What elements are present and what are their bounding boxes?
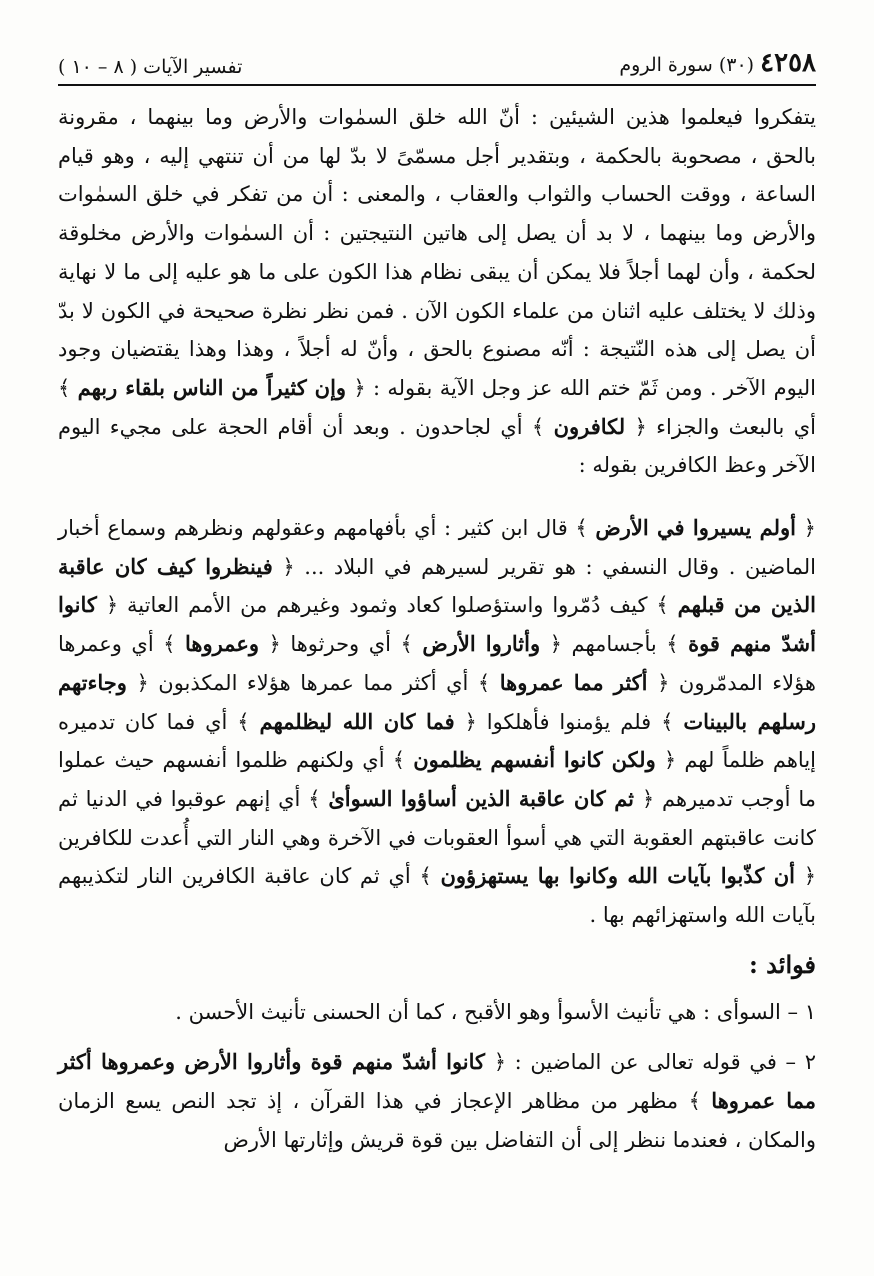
text-span: ١ – السوأى : هي تأنيث الأسوأ وهو الأقبح ، كما أن الحسنى تأنيث الأحسن . [175, 999, 816, 1024]
page-number: ٤٢٥٨ [760, 48, 816, 78]
text-span: ﴾ أي ثم كان عاقبة الكافرين النار لتكذيبهم بآيات الله واستهزائهم بها . [58, 864, 816, 928]
text-span: ﴾ قال ابن كثير : أي بأفهامهم وعقولهم ونظرهم وسماع أخبار الماضين . وقال النسفي : هو تقرير لسيرهم في البلاد ... ﴿ [58, 516, 816, 579]
text-span: ﴾ كيف دُمّروا واستؤصلوا كعاد وثمود وغيرهم من الأمم العاتية ﴿ [105, 593, 669, 618]
paragraph-2 [58, 509, 816, 935]
quran-quote: وإن كثيراً من الناس بلقاء ربهم [77, 374, 347, 400]
text-span: ﴾ أي إنهم عوقبوا في الدنيا ثم كانت عاقبتهم العقوبة التي هي أسوأ العقوبات في الآخرة وهي النار التي أُعدت للكافرين ﴿ [58, 786, 816, 889]
text-span: ﴾ أي وحرثوها ﴿ [268, 632, 413, 657]
quran-quote: كانوا أشدّ منهم قوة وأثاروا الأرض وعمروها أكثر مما عمروها [58, 1049, 816, 1114]
section-label: تفسير الآيات ( ٨ – ١٠ ) [58, 56, 243, 78]
quran-quote: لكافرون [553, 413, 626, 439]
text-span: ﴾ مظهر من مظاهر الإعجاز في هذا القرآن ، إذ تجد النص يسع الزمان والمكان ، فعندما ننظر إلى أن التفاضل بين قوة قريش وإثارتها الأرض [58, 1089, 816, 1152]
text-span: يتفكروا فيعلموا هذين الشيئين : أنّ الله خلق السمٰوات والأرض وما بينهما ، مقرونة بالحق ، مصحوبة بالحكمة ، وبتقدير أجل مسمّىً لا بدّ لها من أن تنتهي إليه ، وهو قيام الساعة ، ووقت الحساب والثواب والعقاب ، والمعنى : أن من تفكر في خلق السمٰوات والأرض وما بينهما ، لا بد أن يصل إلى هاتين النتيجتين : أن السمٰوات والأرض مخلوقة لحكمة ، وأن لهما أجلاً فلا يمكن أن يبقى نظام هذا الكون على ما هو عليه إلى ما لا نهاية وذلك لا يختلف عليه اثنان من علماء الكون الآن . فمن نظر نظرة صحيحة في الكون لا بدّ أن يصل إلى هذه النّتيجة : أنّه مصنوع بالحق ، وأنّ له أجلاً ، وهذا وهذا يقتضيان وجود اليوم الآخر . ومن ثَمّ ختم الله عز وجل الآية بقوله : ﴿ [58, 105, 817, 400]
benefit-item-2 [58, 1043, 816, 1159]
spacer [58, 485, 816, 509]
spacer [58, 1031, 816, 1043]
quran-quote: ثم كان عاقبة الذين أساؤوا السوأىٰ [328, 785, 635, 811]
quran-quote: فما كان الله ليظلمهم [259, 708, 455, 734]
quran-quote: أن كذّبوا بآيات الله وكانوا بها يستهزؤون [440, 863, 795, 889]
text-span: ﴾ أي أكثر مما عمرها هؤلاء المكذبون ﴿ [136, 670, 491, 695]
quran-quote: وعمروها [184, 631, 259, 657]
quran-quote: وأثاروا الأرض [422, 631, 541, 657]
quran-quote: أكثر مما عمروها [499, 669, 648, 695]
text-span: ﴾ أي ولكنهم ظلموا أنفسهم حيث عملوا ما أوجب تدميرهم ﴿ [58, 748, 816, 811]
text-span: ٢ – في قوله تعالى عن الماضين : ﴿ [493, 1050, 816, 1075]
quran-quote: كانوا أشدّ منهم قوة [58, 592, 816, 657]
text-span: ﴾ أي بالبعث والجزاء ﴿ [58, 375, 816, 439]
header-right [619, 48, 816, 78]
paragraph-1 [58, 98, 816, 485]
quran-quote: وجاءتهم رسلهم بالبينات [58, 669, 817, 734]
running-header [58, 38, 816, 78]
text-span: ﴾ بأجسامهم ﴿ [549, 632, 679, 657]
page-body [58, 98, 816, 1160]
quran-quote: أولم يسيروا في الأرض [595, 515, 796, 541]
section-heading: فوائد : [748, 949, 816, 979]
text-span: ﴾ أي فما كان تدميره إياهم ظلماً لهم ﴿ [58, 709, 817, 773]
text-span: ﴿ [803, 516, 816, 541]
header-divider [58, 84, 816, 86]
quran-quote: فينظروا كيف كان عاقبة الذين من قبلهم [58, 553, 816, 618]
book-page [58, 0, 816, 1276]
surah-label: (٣٠) سورة الروم [619, 54, 755, 76]
benefit-item-1 [58, 993, 816, 1032]
quran-quote: ولكن كانوا أنفسهم يظلمون [413, 747, 656, 773]
text-span: ﴾ أي وعمرها هؤلاء المدمّرون ﴿ [58, 632, 816, 695]
text-span: ﴾ أي لجاحدون . وبعد أن أقام الحجة على مجيء اليوم الآخر وعظ الكافرين بقوله : [58, 414, 816, 478]
text-span: ﴾ فلم يؤمنوا فأهلكوا ﴿ [464, 709, 674, 734]
